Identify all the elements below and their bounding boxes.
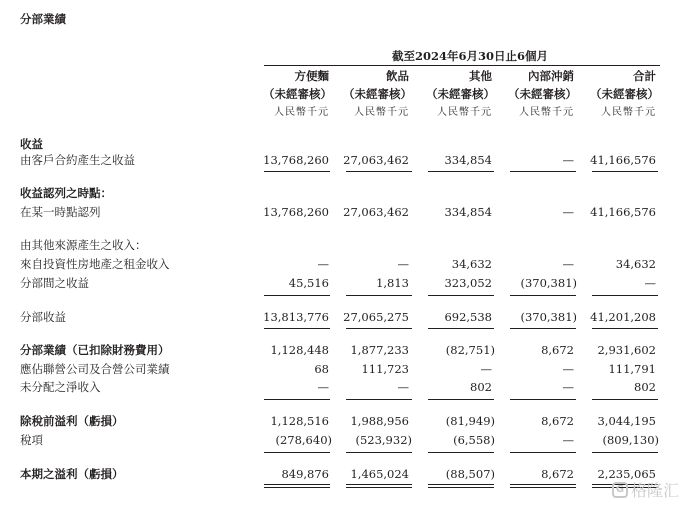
total-rule	[346, 171, 412, 172]
cell-value: (82,751)	[445, 343, 495, 357]
col-header-audit: （未經審核）	[590, 87, 659, 101]
cell-value: 802	[470, 380, 492, 394]
total-rule	[510, 171, 576, 172]
cell-value: 8,672	[541, 414, 574, 428]
cell-value: (88,507)	[445, 467, 495, 481]
double-total-rule	[346, 487, 412, 488]
total-rule	[592, 171, 658, 172]
row-label: 應佔聯營公司及合營公司業績	[20, 362, 170, 376]
cell-value: (370,381)	[520, 276, 577, 290]
col-header-audit: （未經審核）	[263, 87, 332, 101]
row-label-heading: 由其他來源產生之收入：	[20, 238, 147, 252]
cell-value: —	[397, 380, 409, 394]
col-header-name: 合計	[633, 69, 656, 83]
col-header-unit: 人民幣千元	[519, 107, 574, 118]
double-total-rule	[264, 487, 330, 488]
cell-value: 802	[634, 380, 656, 394]
cell-value: —	[317, 257, 329, 271]
cell-value: 8,672	[541, 343, 574, 357]
cell-value: 41,201,208	[590, 310, 656, 324]
cell-value: 323,052	[444, 276, 492, 290]
total-rule	[428, 171, 494, 172]
subtotal-rule	[592, 452, 658, 453]
col-header-unit: 人民幣千元	[274, 107, 329, 118]
cell-value: (278,640)	[275, 433, 332, 447]
row-label-heading: 收益	[20, 137, 43, 151]
subtotal-rule	[428, 295, 494, 296]
cell-value: —	[562, 380, 574, 394]
col-header-name: 飲品	[386, 69, 409, 83]
row-label: 分部業績（已扣除財務費用）	[20, 343, 170, 357]
double-total-rule	[428, 484, 494, 485]
cell-value: 45,516	[288, 276, 329, 290]
subtotal-rule	[264, 399, 330, 400]
cell-value: 692,538	[444, 310, 492, 324]
cell-value: 849,876	[281, 467, 329, 481]
col-header-name: 其他	[469, 69, 492, 83]
cell-value: 27,063,462	[343, 205, 409, 219]
total-rule	[592, 328, 658, 329]
cell-value: 13,768,260	[263, 153, 329, 167]
subtotal-rule	[428, 399, 494, 400]
row-label: 本期之溢利（虧損）	[20, 467, 124, 481]
cell-value: 1,465,024	[350, 467, 409, 481]
cell-value: 13,768,260	[263, 205, 329, 219]
cell-value: 34,632	[615, 257, 656, 271]
subtotal-rule	[510, 452, 576, 453]
subtotal-rule	[592, 295, 658, 296]
double-total-rule	[428, 487, 494, 488]
cell-value: 3,044,195	[597, 414, 656, 428]
col-header-audit: （未經審核）	[426, 87, 495, 101]
subtotal-rule	[592, 399, 658, 400]
subtotal-rule	[510, 295, 576, 296]
col-header-audit: （未經審核）	[343, 87, 412, 101]
cell-value: 2,235,065	[597, 467, 656, 481]
cell-value: —	[562, 433, 574, 447]
double-total-rule	[510, 487, 576, 488]
row-label: 未分配之淨收入	[20, 380, 101, 394]
row-label: 由客戶合約產生之收益	[20, 153, 135, 167]
cell-value: 1,877,233	[350, 343, 409, 357]
cell-value: 1,813	[376, 276, 409, 290]
row-label-heading: 收益認列之時點：	[20, 186, 112, 200]
row-label: 除稅前溢利（虧損）	[20, 414, 124, 428]
row-label: 在某一時點認列	[20, 205, 101, 219]
col-header-unit: 人民幣千元	[601, 107, 656, 118]
cell-value: 111,791	[608, 362, 656, 376]
cell-value: 1,128,448	[270, 343, 329, 357]
double-total-rule	[346, 484, 412, 485]
cell-value: 334,854	[444, 205, 492, 219]
period-header-rule	[264, 65, 660, 66]
total-rule	[346, 328, 412, 329]
col-header-audit: （未經審核）	[508, 87, 577, 101]
double-total-rule	[510, 484, 576, 485]
subtotal-rule	[264, 295, 330, 296]
total-rule	[428, 328, 494, 329]
total-rule	[510, 328, 576, 329]
cell-value: 1,128,516	[270, 414, 329, 428]
cell-value: —	[317, 380, 329, 394]
cell-value: (81,949)	[445, 414, 495, 428]
row-label: 分部收益	[20, 310, 66, 324]
watermark	[612, 478, 679, 501]
subtotal-rule	[346, 295, 412, 296]
cell-value: —	[480, 362, 492, 376]
row-label: 來自投資性房地產之租金收入	[20, 257, 170, 271]
subtotal-rule	[428, 452, 494, 453]
cell-value: —	[562, 257, 574, 271]
cell-value: 34,632	[451, 257, 492, 271]
cell-value: (370,381)	[520, 310, 577, 324]
cell-value: —	[562, 153, 574, 167]
section-title: 分部業績	[20, 12, 66, 26]
double-total-rule	[264, 484, 330, 485]
col-header-unit: 人民幣千元	[437, 107, 492, 118]
cell-value: (523,932)	[355, 433, 412, 447]
watermark-text: 格隆汇	[631, 481, 680, 500]
row-label: 稅項	[20, 433, 43, 447]
subtotal-rule	[346, 399, 412, 400]
subtotal-rule	[346, 452, 412, 453]
period-header: 截至2024年6月30日止6個月	[391, 49, 548, 63]
total-rule	[264, 328, 330, 329]
cell-value: —	[644, 276, 656, 290]
cell-value: 41,166,576	[590, 205, 656, 219]
row-label: 分部間之收益	[20, 276, 89, 290]
cell-value: 8,672	[541, 467, 574, 481]
col-header-name: 內部沖銷	[528, 69, 574, 83]
cell-value: 2,931,602	[597, 343, 656, 357]
cell-value: 41,166,576	[590, 153, 656, 167]
cell-value: 13,813,776	[263, 310, 329, 324]
col-header-name: 方便麵	[294, 69, 329, 83]
subtotal-rule	[510, 399, 576, 400]
cell-value: —	[397, 257, 409, 271]
cell-value: (809,130)	[602, 433, 659, 447]
cell-value: (6,558)	[453, 433, 495, 447]
cell-value: 68	[314, 362, 329, 376]
cell-value: —	[562, 362, 574, 376]
cell-value: 111,723	[361, 362, 409, 376]
subtotal-rule	[264, 452, 330, 453]
cell-value: 334,854	[444, 153, 492, 167]
cell-value: 27,065,275	[343, 310, 409, 324]
col-header-unit: 人民幣千元	[354, 107, 409, 118]
gelonghui-logo-icon: G	[612, 482, 628, 498]
cell-value: 1,988,956	[350, 414, 409, 428]
total-rule	[264, 171, 330, 172]
cell-value: —	[562, 205, 574, 219]
cell-value: 27,063,462	[343, 153, 409, 167]
